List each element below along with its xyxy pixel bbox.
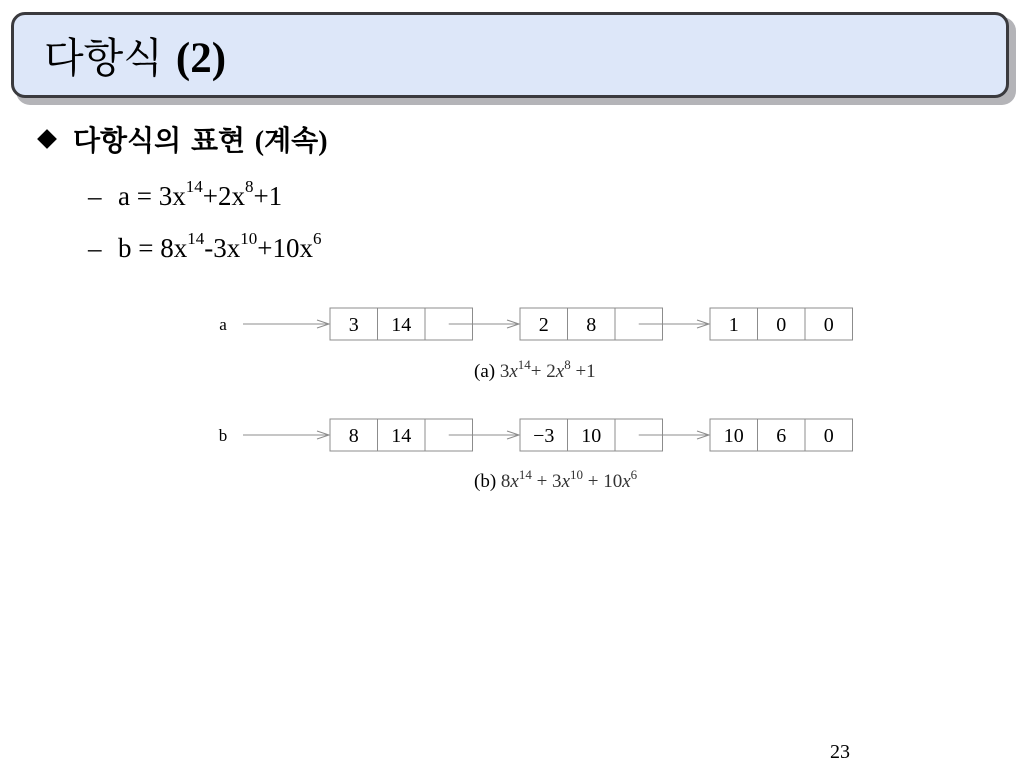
node-value: 10 <box>581 425 602 447</box>
term-exponent: 14 <box>185 177 203 196</box>
figure-caption <box>474 357 596 382</box>
node-value: 0 <box>823 314 834 336</box>
dash-marker: – <box>88 181 102 211</box>
figure-caption <box>474 467 638 492</box>
node-value: 0 <box>823 425 834 447</box>
node-value: 2 <box>538 314 549 336</box>
term-text: a = 3x <box>118 181 186 211</box>
caption-exponent: 14 <box>518 467 532 482</box>
term-text: +1 <box>253 181 283 211</box>
node-value: 3 <box>348 314 359 336</box>
term-text: +2x <box>202 181 245 211</box>
term-exponent: 6 <box>312 229 322 248</box>
node-value: 1 <box>728 314 739 336</box>
title-number: (2) <box>175 35 227 82</box>
node-value: 14 <box>391 314 412 336</box>
caption-polynomial <box>500 357 596 382</box>
term-exponent: 8 <box>244 177 254 196</box>
caption-exponent: 6 <box>630 467 638 482</box>
caption-variable: x <box>555 361 565 382</box>
caption-prefix: (b) <box>474 471 501 492</box>
page-number: 23 <box>830 741 850 763</box>
term-text: +10x <box>257 233 313 263</box>
caption-variable: x <box>509 361 518 382</box>
caption-exponent: 10 <box>570 467 583 482</box>
caption-exponent: 14 <box>517 357 531 372</box>
caption-prefix: (a) <box>474 361 500 382</box>
term-exponent: 14 <box>187 229 205 248</box>
node-value: 10 <box>723 425 744 447</box>
caption-polynomial <box>501 467 638 492</box>
bullet-main: 다항식의 표현 <box>73 124 246 157</box>
caption-variable: x <box>561 471 570 492</box>
caption-variable: x <box>622 471 631 492</box>
caption-coefficient: + 2 <box>530 361 556 382</box>
title-text: 다항식 <box>44 34 163 82</box>
list-head-label: a <box>219 315 227 334</box>
term-text: -3x <box>204 233 241 263</box>
bullet-paren-text: 계속 <box>264 124 319 157</box>
caption-exponent: 8 <box>564 357 571 372</box>
node-value: 8 <box>586 314 597 336</box>
caption-variable: x <box>510 471 519 492</box>
term-exponent: 10 <box>240 229 258 248</box>
bullet-paren-open: ( <box>254 126 265 157</box>
caption-coefficient: + 3 <box>531 471 562 492</box>
list-head-label: b <box>218 426 228 445</box>
node-value: −3 <box>533 425 555 447</box>
term-text: b = 8x <box>118 233 188 263</box>
dash-marker: – <box>88 233 102 263</box>
node-value: 6 <box>776 425 787 447</box>
caption-coefficient: +1 <box>570 361 596 382</box>
caption-coefficient: 8 <box>500 471 511 492</box>
node-value: 14 <box>391 425 412 447</box>
node-value: 8 <box>348 425 359 447</box>
caption-coefficient: 3 <box>499 361 510 382</box>
node-value: 0 <box>776 314 787 336</box>
bullet-paren-close: ) <box>318 126 328 157</box>
caption-coefficient: + 10 <box>583 471 623 492</box>
